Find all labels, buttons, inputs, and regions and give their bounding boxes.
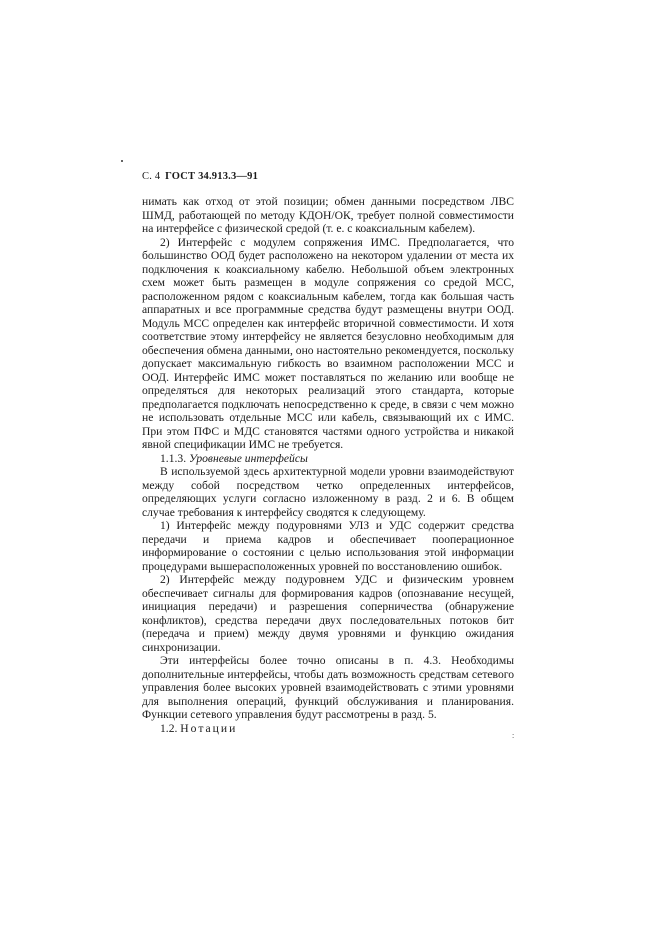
paragraph-interfaces-described: Эти интерфейсы более точно описаны в п. 4.3. Необходимы дополнительные интерфейсы, чтобы дать возможность средствам сетевого управления более высоких уровней взаимодействовать с этими уровнями для выполнения операций, функций обслуживания и планирования. Функции сетевого управления будут рассмотрены в разд. 5.: [142, 654, 514, 721]
scan-dot: [121, 160, 123, 162]
paragraph-uds-physical: 2) Интерфейс между подуровнем УДС и физическим уровнем обеспечивает сигналы для формирования кадров (опознавание несущей, инициация передачи) и разрешения соперничества (обнаружение конфликтов), средства передачи двух последовательных потоков бит (передача и прием) между двумя уровнями и функцию ожидания синхронизации.: [142, 573, 514, 654]
page-header: [142, 171, 258, 182]
page-number: С. 4: [142, 171, 161, 182]
paragraph-ims-interface: 2) Интерфейс с модулем сопряжения ИМС. Предполагается, что большинство ООД будет расположено на некотором удалении от места их подключения к коаксиальному кабелю. Небольшой объем электронных схем может быть размещен в модуле сопряжения со средой МСС, расположенном рядом с коаксиальным кабелем, тогда как большая часть аппаратных и все программные средства будут размещены внутри ООД. Модуль МСС определен как интерфейс вторичной совместимости. И хотя соответствие этому интерфейсу не является безусловно необходимым для обеспечения обмена данными, оно настоятельно рекомендуется, поскольку допускает максимальную гибкость во взаимном расположении МСС и ООД. Интерфейс ИМС может поставляться по желанию или вообще не определяться для некоторых реализаций этого стандарта, которые предполагается подключать непосредственно к среде, в связи с чем можно не использовать отдельные МСС или кабель, связывающий их с ИМС. При этом ПФС и МДС становятся частями одного устройства и никакой явной спецификации ИМС не требуется.: [142, 235, 514, 451]
section-number: 1.2.: [160, 721, 178, 735]
section-number: 1.1.3.: [160, 451, 187, 465]
paragraph-architecture: В используемой здесь архитектурной модели уровни взаимодействуют между собой посредством четко определенных интерфейсов, определяющих услуги согласно изложенному в разд. 2 и 6. В общем случае требования к интерфейсу сводятся к следующему.: [142, 465, 514, 519]
section-title: Уровневые интерфейсы: [189, 451, 308, 465]
section-heading-113: [142, 452, 514, 466]
section-title: Нотации: [180, 721, 238, 735]
paragraph-ulz-uds: 1) Интерфейс между подуровнями УЛЗ и УДС содержит средства передачи и приема кадров и обеспечивает пооперационное информирование о состоянии с целью использования этой информации процедурами вышерасположенных уровней по восстановлению ошибок.: [142, 519, 514, 573]
paragraph-continuation: нимать как отход от этой позиции; обмен данными посредством ЛВС ШМД, работающей по методу КДОН/ОК, требует полной совместимости на интерфейсе с физической средой (т. е. с коаксиальным кабелем).: [142, 195, 514, 235]
margin-mark: :: [512, 731, 515, 740]
section-heading-12: [142, 722, 514, 736]
body-text: [142, 195, 514, 735]
standard-number: ГОСТ 34.913.3—91: [165, 171, 259, 182]
